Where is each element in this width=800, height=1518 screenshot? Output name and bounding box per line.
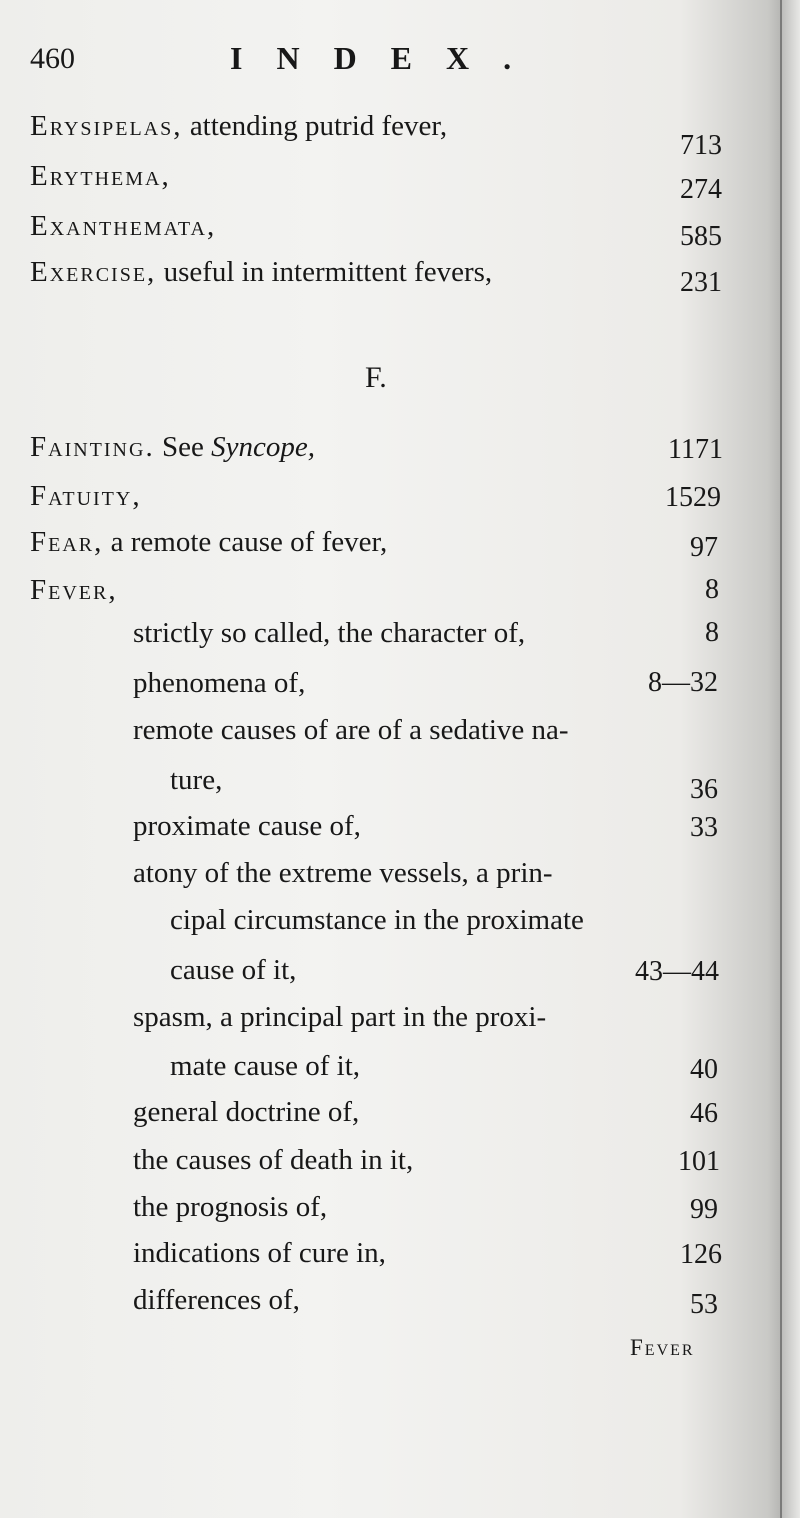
page-ref: 40 (690, 1054, 718, 1085)
page-ref: 8 (705, 574, 719, 605)
entry-head: Erysipelas, (30, 110, 183, 142)
fever-subentry: remote causes of are of a sedative na- (133, 714, 569, 746)
section-letter: F. (365, 361, 387, 394)
fever-subentry: the causes of death in it, (133, 1144, 414, 1176)
fever-subentry: differences of, (133, 1284, 300, 1316)
entry-text: useful in intermittent fevers, (156, 256, 493, 288)
page-ref: 36 (690, 774, 718, 805)
index-entry-fainting (30, 427, 315, 467)
page-ref: 713 (680, 130, 722, 161)
fever-subentry: spasm, a principal part in the proxi- (133, 1001, 547, 1033)
page-ref: 43—44 (635, 956, 719, 987)
page-title: INDEX. (230, 40, 546, 76)
index-entry-exercise (30, 252, 492, 292)
fever-subentry-cont: ture, (170, 764, 223, 796)
page-header (0, 42, 800, 82)
page-ref: 101 (678, 1146, 720, 1177)
index-entry-fever (30, 570, 118, 610)
entry-text: a remote cause of fever, (103, 526, 388, 558)
entry-head: Fear, (30, 526, 104, 558)
entry-text: See (154, 431, 212, 463)
page-ref: 1529 (665, 482, 721, 513)
fever-subentry: atony of the extreme vessels, a prin- (133, 857, 553, 889)
page-ref: 8—32 (648, 667, 718, 698)
page-ref: 8 (705, 617, 719, 648)
page-edge-line (780, 0, 782, 1518)
entry-head: Exanthemata, (30, 210, 217, 242)
entry-italic: Syncope, (211, 431, 315, 463)
page-ref: 585 (680, 221, 722, 252)
page-ref: 1171 (668, 434, 723, 465)
index-entry-erysipelas (30, 106, 447, 146)
fever-subentry: phenomena of, (133, 667, 306, 699)
fever-subentry: indications of cure in, (133, 1237, 386, 1269)
index-entry-fatuity (30, 476, 142, 516)
entry-head: Fainting. (30, 431, 155, 463)
entry-head: Exercise, (30, 256, 157, 288)
page-ref: 274 (680, 174, 722, 205)
page-ref: 126 (680, 1239, 722, 1270)
entry-head: Erythema, (30, 160, 171, 192)
page-ref: 53 (690, 1289, 718, 1320)
index-entry-fear (30, 522, 387, 562)
entry-head: Fever, (30, 574, 118, 606)
fever-subentry: proximate cause of, (133, 810, 361, 842)
page-ref: 33 (690, 812, 718, 843)
page-ref: 99 (690, 1194, 718, 1225)
fever-subentry-cont: cause of it, (170, 954, 297, 986)
fever-subentry: general doctrine of, (133, 1096, 360, 1128)
catchword: Fever (630, 1335, 695, 1360)
index-entry-erythema (30, 156, 171, 196)
entry-text: attending putrid fever, (182, 110, 448, 142)
fever-subentry: strictly so called, the character of, (133, 617, 526, 649)
page-gutter-shadow (782, 0, 800, 1518)
page-ref: 46 (690, 1098, 718, 1129)
fever-subentry: the prognosis of, (133, 1191, 328, 1223)
page-ref: 231 (680, 267, 722, 298)
page-number: 460 (30, 42, 75, 75)
page-ref: 97 (690, 532, 718, 563)
index-entry-exanthemata (30, 206, 216, 246)
entry-head: Fatuity, (30, 480, 142, 512)
fever-subentry-cont: mate cause of it, (170, 1050, 361, 1082)
fever-subentry-cont: cipal circumstance in the proximate (170, 904, 584, 936)
